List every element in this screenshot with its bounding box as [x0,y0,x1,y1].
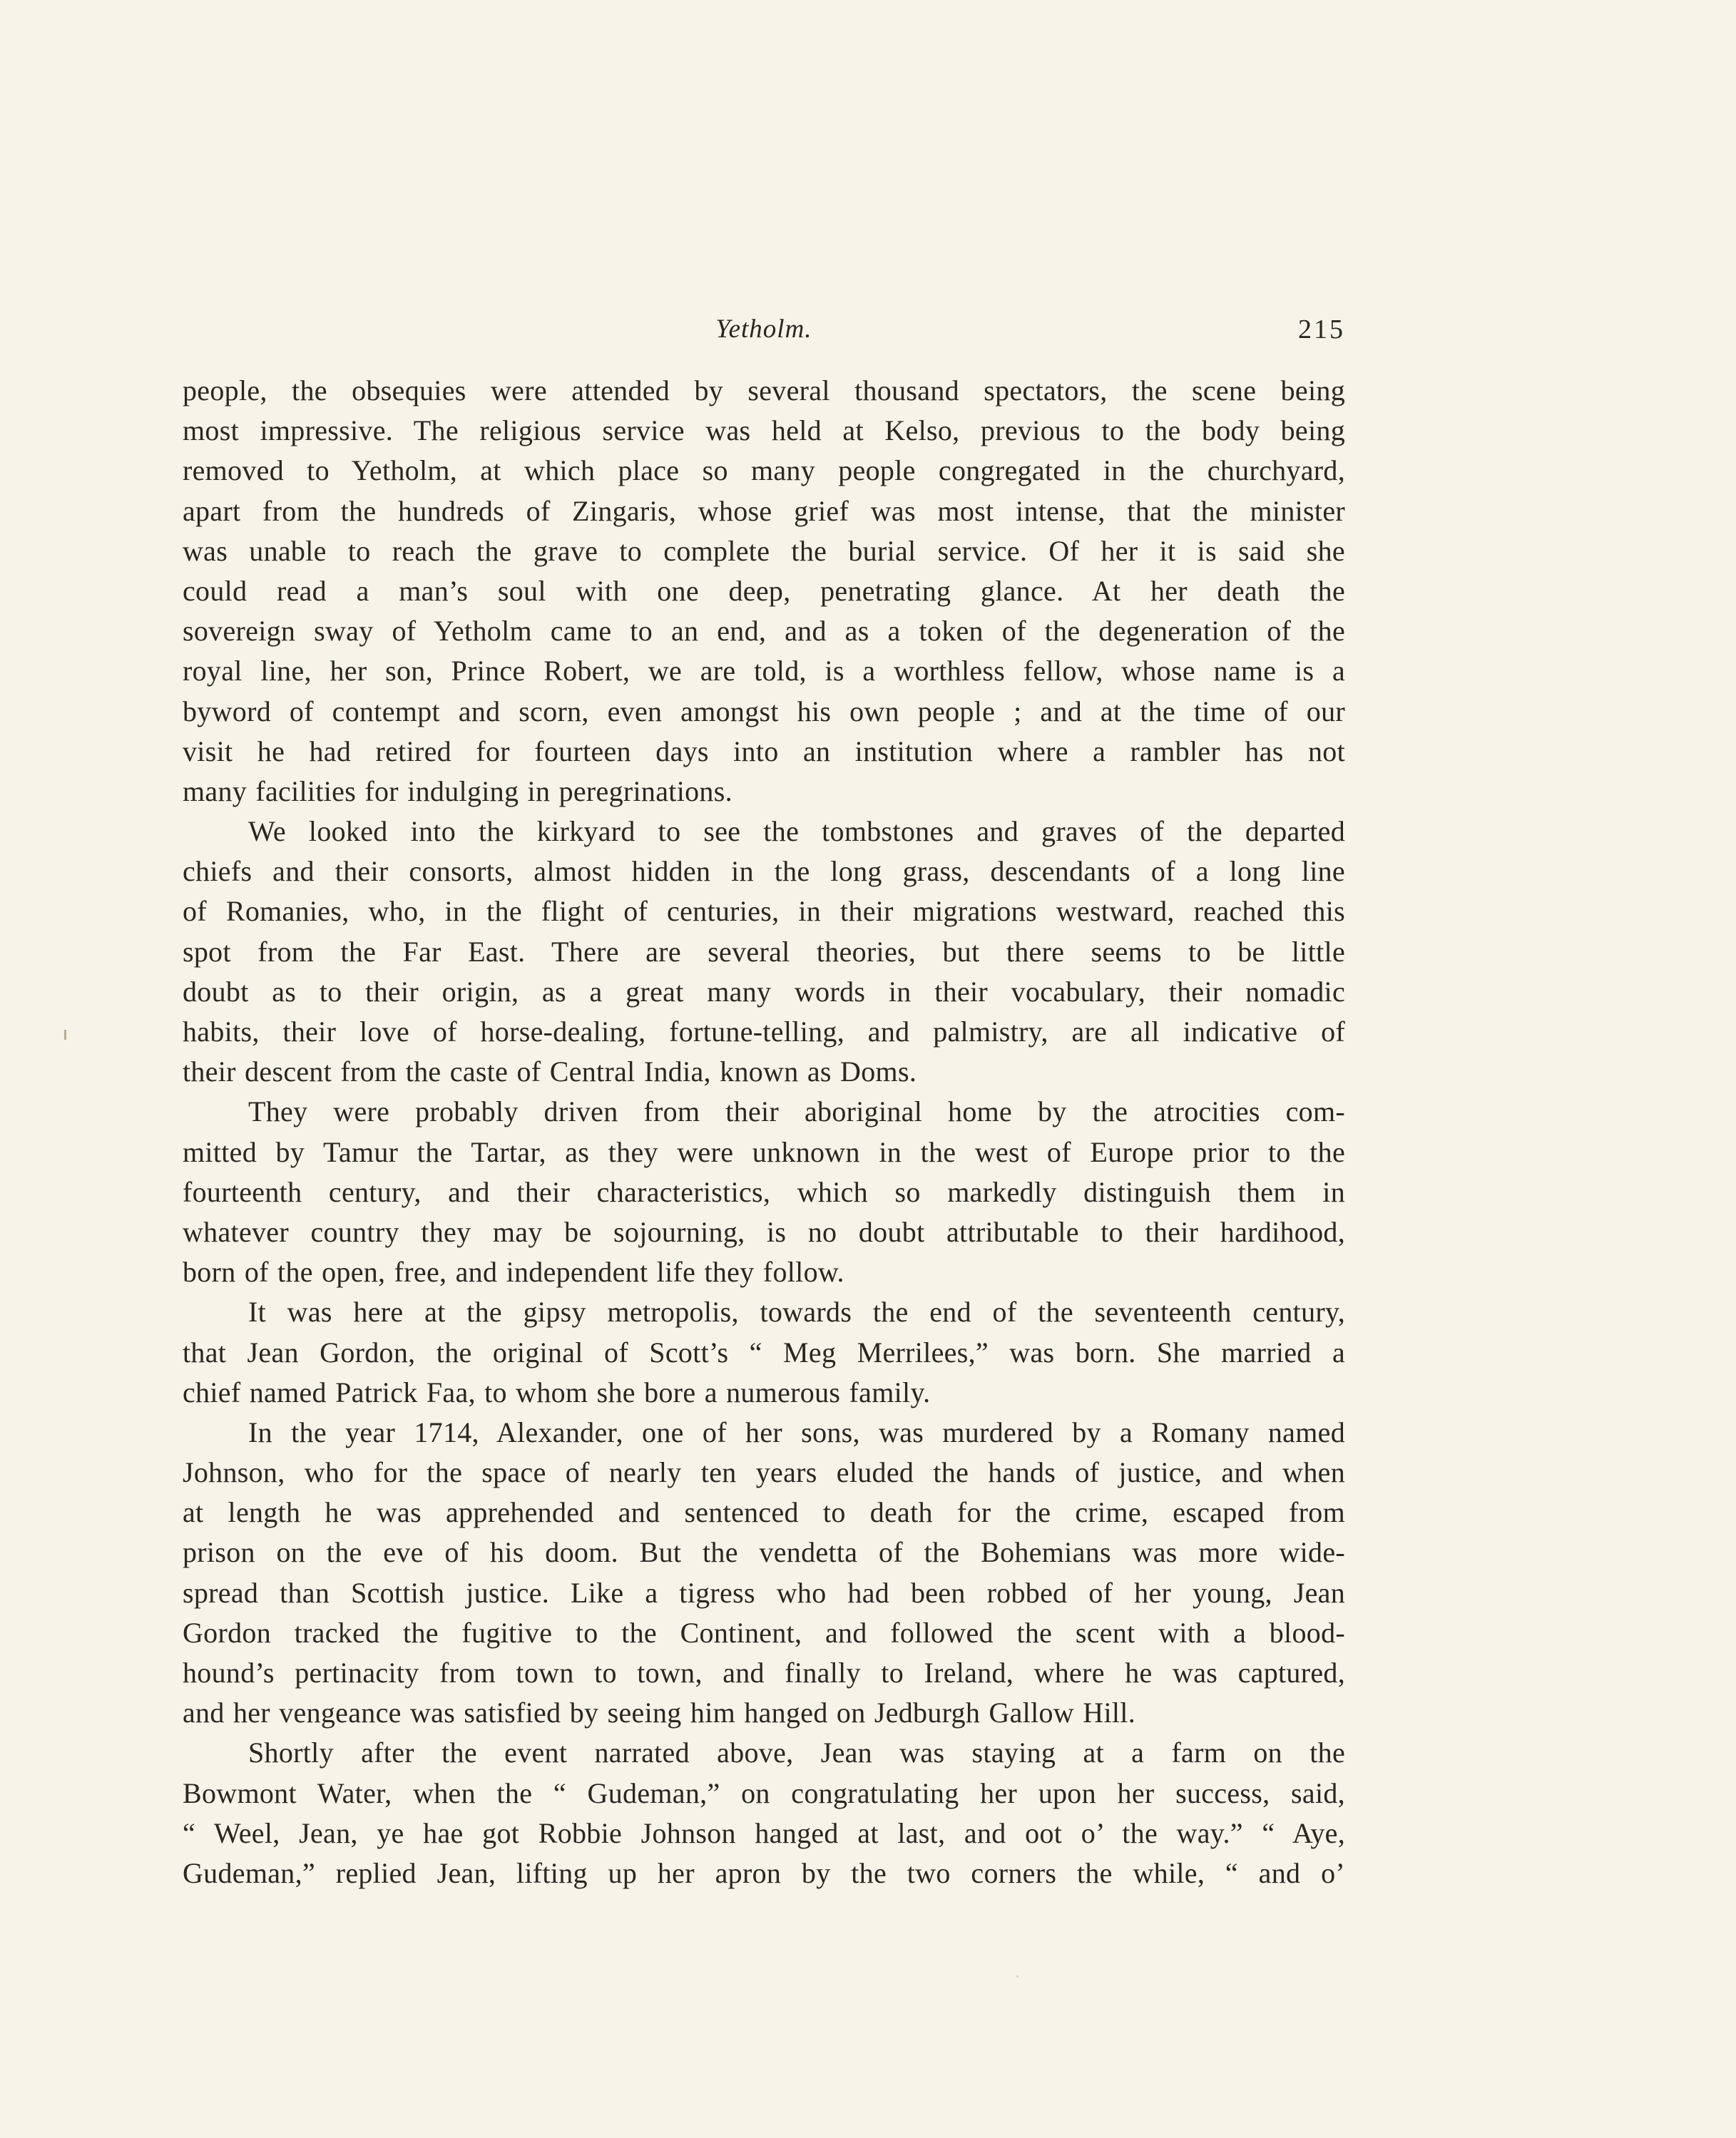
text-line: most impressive. The religious service was held at Kelso, previous to the body being [183,414,1345,447]
page-number: 215 [1298,314,1345,344]
text-line: In the year 1714, Alexander, one of her sons, was murdered by a Romany named [248,1416,1345,1448]
text-line: spot from the Far East. There are several theories, but there seems to be little [183,935,1345,968]
text-line: They were probably driven from their aboriginal home by the atrocities com- [248,1095,1345,1128]
text-line: at length he was apprehended and sentenced to death for the crime, escaped from [183,1496,1345,1529]
text-line: and her vengeance was satisfied by seeing him hanged on Jedburgh Gallow Hill. [183,1697,1136,1729]
text-line: sovereign sway of Yetholm came to an end, and as a token of the degeneration of the [183,615,1345,648]
text-line: hound’s pertinacity from town to town, and finally to Ireland, where he was captured, [183,1657,1345,1689]
text-line: that Jean Gordon, the original of Scott’s “ Meg Merrilees,” was born. She married a [183,1336,1345,1369]
text-line: byword of contempt and scorn, even amongst his own people ; and at the time of our [183,695,1345,727]
text-line: could read a man’s soul with one deep, penetrating glance. At her death the [183,574,1345,607]
paragraph [183,1292,1345,1413]
text-line: removed to Yetholm, at which place so many people congregated in the churchyard, [183,454,1345,487]
text-line: many facilities for indulging in peregrinations. [183,774,732,807]
paragraph [183,371,1345,812]
text-line: doubt as to their origin, as a great many words in their vocabulary, their nomadic [183,975,1345,1008]
text-line: Johnson, who for the space of nearly ten years eluded the hands of justice, and when [183,1456,1345,1489]
body-text [183,371,1345,1893]
text-line: mitted by Tamur the Tartar, as they were unknown in the west of Europe prior to the [183,1135,1345,1168]
text-line: their descent from the caste of Central India, known as Doms. [183,1055,917,1088]
text-line: habits, their love of horse-dealing, fortune-telling, and palmistry, are all indicative of [183,1016,1345,1048]
text-line: spread than Scottish justice. Like a tigress who had been robbed of her young, Jean [183,1576,1345,1609]
running-head [183,308,1345,351]
paragraph [183,1413,1345,1734]
paper-speck [1016,1975,1018,1978]
text-line: born of the open, free, and independent life they follow. [183,1256,844,1289]
text-line: We looked into the kirkyard to see the tombstones and graves of the departed [248,815,1345,848]
text-line: It was here at the gipsy metropolis, towards the end of the seventeenth century, [248,1296,1345,1329]
text-line: apart from the hundreds of Zingaris, whose grief was most intense, that the minister [183,494,1345,527]
paragraph [183,1092,1345,1292]
text-line: people, the obsequies were attended by several thousand spectators, the scene being [183,374,1345,406]
text-line: royal line, her son, Prince Robert, we are told, is a worthless fellow, whose name is a [183,655,1345,687]
text-line: Bowmont Water, when the “ Gudeman,” on congratulating her upon her success, said, [183,1776,1345,1809]
text-line: prison on the eve of his doom. But the vendetta of the Bohemians was more wide- [183,1536,1345,1569]
text-line: fourteenth century, and their characteristics, which so markedly distinguish them in [183,1175,1345,1208]
running-title: Yetholm. [715,314,812,344]
text-line: “ Weel, Jean, ye hae got Robbie Johnson hanged at last, and oot o’ the way.” “ Aye, [183,1816,1345,1849]
text-line: Gordon tracked the fugitive to the Continent, and followed the scent with a blood- [183,1616,1345,1649]
text-line: visit he had retired for fourteen days into an institution where a rambler has not [183,735,1345,767]
paragraph [183,1733,1345,1893]
text-line: Shortly after the event narrated above, Jean was staying at a farm on the [248,1737,1345,1769]
margin-ink-mark [64,1030,66,1040]
text-line: chiefs and their consorts, almost hidden in the long grass, descendants of a long line [183,855,1345,888]
paragraph [183,812,1345,1092]
text-line: was unable to reach the grave to complete the burial service. Of her it is said she [183,534,1345,567]
text-line: of Romanies, who, in the flight of centuries, in their migrations westward, reached this [183,895,1345,928]
text-line: whatever country they may be sojourning, is no doubt attributable to their hardihood, [183,1215,1345,1248]
text-line: chief named Patrick Faa, to whom she bore a numerous family. [183,1376,931,1408]
text-line: Gudeman,” replied Jean, lifting up her apron by the two corners the while, “ and o’ [183,1856,1345,1889]
